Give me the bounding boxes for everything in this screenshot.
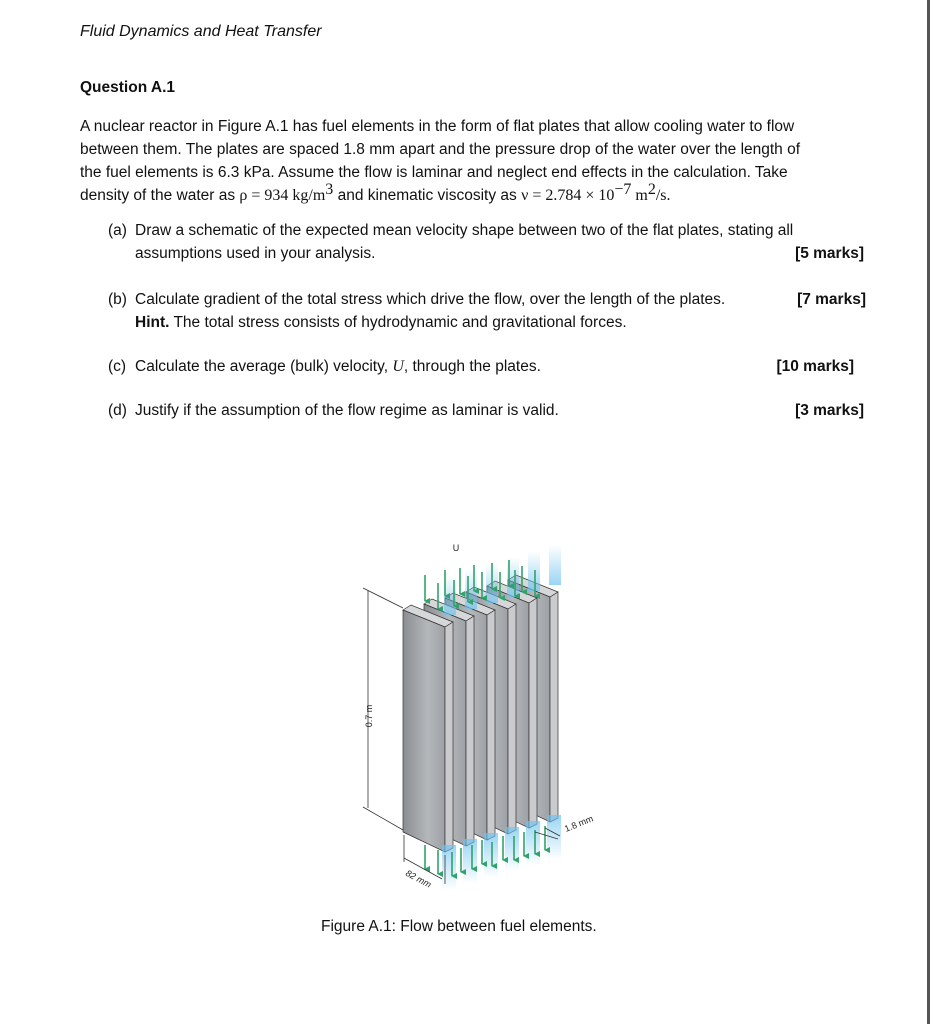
question-title: Question A.1 — [80, 79, 176, 96]
plate-face — [403, 610, 445, 852]
viscosity-value: ν = 2.784 × 10 — [521, 187, 615, 204]
part-b-text: Calculate gradient of the total stress which drive the flow, over the length of the plates. — [135, 291, 726, 308]
part-b-marks: [7 marks] — [797, 291, 866, 308]
part-a-marks: [5 marks] — [795, 245, 864, 262]
part-d-label: (d) — [108, 402, 127, 419]
flow-glow — [505, 827, 519, 872]
part-b-label: (b) — [108, 291, 127, 308]
flow-glow — [463, 839, 477, 884]
flow-glow — [526, 821, 540, 866]
plate-side — [529, 598, 537, 828]
unit: /s. — [655, 187, 671, 204]
part-a-text: Draw a schematic of the expected mean velocity shape between two of the flat plates, stating all — [135, 222, 794, 239]
part-d-text: Justify if the assumption of the flow regime as laminar is valid. — [135, 402, 559, 419]
velocity-symbol: U — [392, 358, 404, 375]
figure-caption: Figure A.1: Flow between fuel elements. — [321, 918, 597, 935]
text: density of the water as — [80, 187, 240, 204]
flow-glow — [528, 551, 540, 591]
velocity-label: U — [452, 543, 460, 553]
text: and kinematic viscosity as — [333, 187, 522, 204]
exponent: 3 — [325, 180, 334, 198]
fuel-plates — [403, 575, 558, 852]
flow-glow — [484, 833, 498, 878]
plate-side — [487, 610, 495, 840]
plate-side — [466, 616, 474, 846]
spacing-label: 1.8 mm — [563, 813, 595, 834]
width-label: 82 mm — [404, 867, 434, 890]
flow-glow — [442, 845, 456, 890]
plate-side — [508, 604, 516, 834]
height-label: 0.7 m — [364, 704, 374, 728]
text: Calculate the average (bulk) velocity, — [135, 358, 393, 375]
intro-line: the fuel elements is 6.3 kPa. Assume the flow is laminar and neglect end effects in the calculation. Take — [80, 164, 788, 181]
plate-side — [550, 592, 558, 822]
part-c-marks: [10 marks] — [776, 358, 854, 375]
part-a-text: assumptions used in your analysis. — [135, 245, 376, 262]
intro-line: between them. The plates are spaced 1.8 mm apart and the pressure drop of the water over the length of — [80, 141, 801, 158]
plate-side — [445, 622, 453, 852]
hint-text: The total stress consists of hydrodynamic and gravitational forces. — [169, 314, 627, 331]
flow-glow — [465, 569, 477, 609]
part-d-marks: [3 marks] — [795, 402, 864, 419]
intro-line: A nuclear reactor in Figure A.1 has fuel elements in the form of flat plates that allow cooling water to flow — [80, 118, 795, 135]
fuel-plate — [403, 605, 453, 852]
exponent: −7 — [614, 180, 632, 198]
header-title: Fluid Dynamics and Heat Transfer — [80, 23, 322, 40]
flow-glow — [549, 545, 561, 585]
exponent: 2 — [647, 180, 656, 198]
part-a-label: (a) — [108, 222, 127, 239]
part-c-label: (c) — [108, 358, 127, 375]
density-value: ρ = 934 kg/m — [239, 187, 326, 204]
unit: m — [631, 187, 648, 204]
text: , through the plates. — [403, 358, 541, 375]
hint-label: Hint. — [135, 314, 170, 331]
